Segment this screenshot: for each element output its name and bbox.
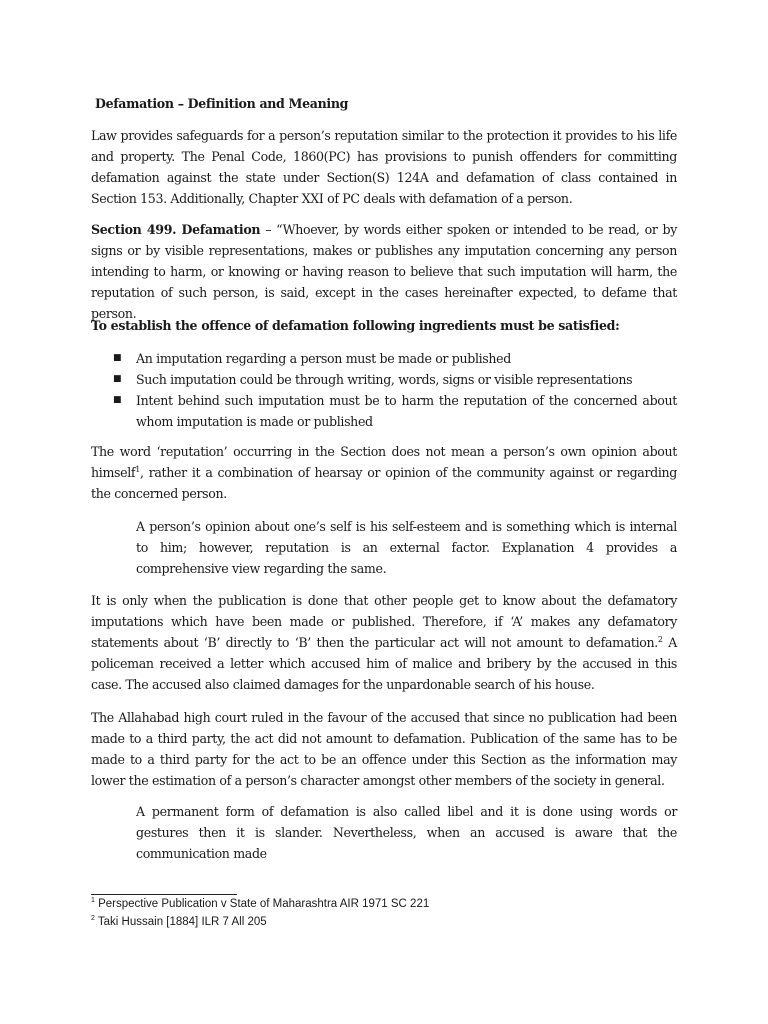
- paragraph-section-499: [91, 219, 677, 324]
- paragraph-publication: It is only when the publication is done that other people get to know about the defamatory imputations which have been made or published. Therefore, if ‘A’ makes any defamatory statements about ‘B’ directly to ‘B’ then the particular act will not amount to defamation.$^2$ A policeman received a letter which accused him of malice and bribery by the accused in this case. The accused also claimed damages for the unpardonable search of his house.: [91, 593, 677, 692]
- footnote-ref-2: 2: [657, 634, 663, 644]
- ingredients-heading: To establish the offence of defamation following ingredients must be satisfied:: [91, 318, 620, 333]
- list-item: ■ An imputation regarding a person must be made or published: [91, 348, 677, 369]
- footnote-1: $^1$ Perspective Publication v State of Maharashtra AIR 1971 SC 221: [91, 897, 430, 910]
- list-item: ■ Such imputation could be through writing, words, signs or visible representations: [91, 369, 677, 390]
- indented-paragraph-self-esteem: A person’s opinion about one’s self is his self-esteem and is something which is internal to him; however, reputation is an external factor. Explanation 4 provides a comprehensive view regarding the same.: [136, 519, 677, 576]
- section-499-label: Section 499. Defamation: [91, 222, 261, 237]
- footnote-divider: [91, 894, 237, 895]
- indented-paragraph-libel: A permanent form of defamation is also called libel and it is done using words or gestures then it is slander. Nevertheless, when an accused is aware that the communication made: [136, 804, 677, 861]
- footnote-2: $^2$ Taki Hussain [1884] ILR 7 All 205: [91, 915, 267, 928]
- footnote-ref-1: 1: [135, 464, 140, 474]
- list-item: ■ Intent behind such imputation must be to harm the reputation of the concerned about whom imputation is made or published: [91, 390, 677, 432]
- paragraph-allahabad: The Allahabad high court ruled in the favour of the accused that since no publication had been made to a third party, the act did not amount to defamation. Publication of the same has to be made to a third party for the act to be an offence under this Section as the information may lower the estimation of a person’s character amongst other members of the society in general.: [91, 710, 677, 788]
- document-heading: Defamation – Definition and Meaning: [95, 96, 349, 111]
- paragraph-reputation: The word ‘reputation’ occurring in the Section does not mean a person’s own opinion about himself$^1$, rather it a combination of hearsay or opinion of the community against or regarding the concerned person.: [91, 444, 677, 501]
- ingredients-list: [91, 348, 677, 432]
- bullet-square-icon: ■: [113, 395, 122, 405]
- paragraph-intro: Law provides safeguards for a person’s reputation similar to the protection it provides to his life and property. The Penal Code, 1860(PC) has provisions to punish offenders for committing defamation against the state under Section(S) 124A and defamation of class contained in Section 153. Additionally, Chapter XXI of PC deals with defamation of a person.: [91, 128, 677, 206]
- section-499-text: – “Whoever, by words either spoken or intended to be read, or by signs or by visible representations, makes or publishes any imputation concerning any person intending to harm, or knowing or having reason to believe that such imputation will harm, the reputation of such person, is said, except in the cases hereinafter expected, to defame that person.: [91, 222, 677, 321]
- bullet-square-icon: ■: [113, 374, 122, 384]
- bullet-square-icon: ■: [113, 353, 122, 363]
